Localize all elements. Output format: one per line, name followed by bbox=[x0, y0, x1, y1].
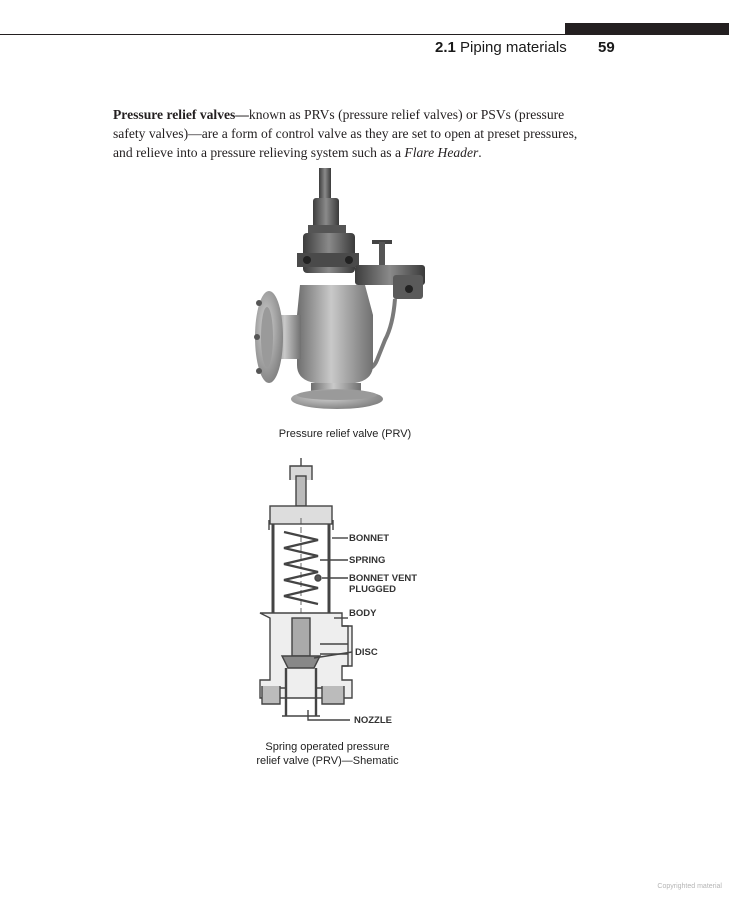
copyright-notice: Copyrighted material bbox=[657, 883, 722, 890]
label-bonnet-vent: BONNET VENT bbox=[349, 573, 418, 584]
page-number: 59 bbox=[598, 39, 615, 56]
schematic-caption bbox=[235, 740, 420, 768]
label-nozzle: NOZZLE bbox=[354, 715, 392, 726]
label-body: BODY bbox=[349, 608, 377, 619]
schematic-caption-line1: Spring operated pressure bbox=[265, 741, 390, 753]
label-bonnet: BONNET bbox=[349, 533, 390, 544]
paragraph-text: known as PRVs (pressure relief valves) or PSVs (pressure safety valves)—are a form of control valve as they are set to open at preset pressures, and relieve into a pressure relieving system such as a bbox=[113, 107, 578, 160]
label-spring: SPRING bbox=[349, 555, 386, 566]
label-plugged: PLUGGED bbox=[349, 584, 396, 595]
prv-photo bbox=[245, 165, 445, 413]
label-disc: DISC bbox=[355, 647, 378, 658]
paragraph-end: . bbox=[478, 145, 482, 160]
flare-header-term: Flare Header bbox=[404, 145, 479, 160]
schematic-caption-line2: relief valve (PRV)—Shematic bbox=[256, 755, 399, 767]
body-paragraph bbox=[113, 105, 583, 162]
prv-schematic bbox=[240, 458, 440, 733]
section-title: Piping materials bbox=[460, 39, 567, 56]
header-rule bbox=[0, 34, 729, 35]
section-number: 2.1 bbox=[435, 39, 456, 56]
term-bold: Pressure relief valves— bbox=[113, 107, 249, 122]
photo-caption: Pressure relief valve (PRV) bbox=[278, 428, 412, 440]
running-header bbox=[435, 39, 567, 56]
